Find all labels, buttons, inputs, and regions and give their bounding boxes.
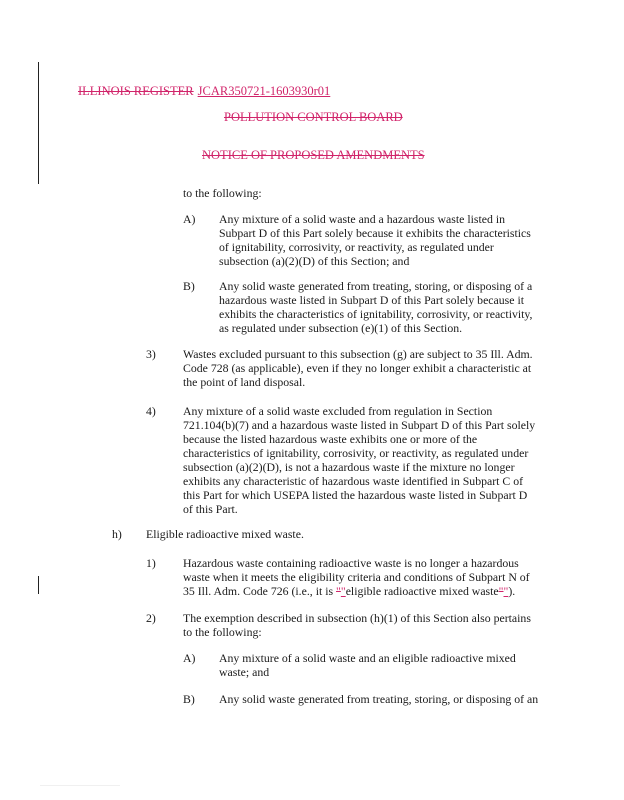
h2A-line-1: Any mixture of a solid waste and an eligible radioactive mixed <box>219 651 516 665</box>
g4-line-8: of this Part. <box>183 502 238 516</box>
h1-label: 1) <box>146 556 156 570</box>
h2A-line-2: waste; and <box>219 665 270 679</box>
g3-label: 3) <box>146 347 156 361</box>
g2A-line-4: subsection (a)(2)(D) of this Section; and <box>219 254 410 268</box>
h1-inserted-quote-2: " <box>503 584 509 598</box>
g2A-line-1: Any mixture of a solid waste and a hazardous waste listed in <box>219 212 505 226</box>
h-label: h) <box>112 527 122 541</box>
g2B-line-4: as regulated under subsection (e)(1) of this Section. <box>219 321 463 335</box>
intro-line: to the following: <box>183 186 262 200</box>
change-bar-middle <box>38 576 39 594</box>
h1-deleted-quote-1: " <box>336 584 341 598</box>
h2B-label: B) <box>183 692 195 706</box>
register-deleted: ILLINOIS REGISTER <box>78 84 194 98</box>
g3-line-2: Code 728 (as applicable), even if they no longer exhibit a characteristic at <box>183 361 532 375</box>
board-heading: POLLUTION CONTROL BOARD <box>224 110 403 124</box>
g4-line-5: subsection (a)(2)(D), is not a hazardous waste if the mixture no longer <box>183 460 515 474</box>
g3-line-3: the point of land disposal. <box>183 375 306 389</box>
h-title: Eligible radioactive mixed waste. <box>146 527 304 541</box>
h1-deleted-quote-2: " <box>498 584 504 598</box>
h1-line-3 <box>183 584 515 598</box>
notice-heading: NOTICE OF PROPOSED AMENDMENTS <box>202 148 425 162</box>
g2B-line-1: Any solid waste generated from treating, storing, or disposing of a <box>219 279 533 293</box>
g3-line-1: Wastes excluded pursuant to this subsection (g) are subject to 35 Ill. Adm. <box>183 347 533 361</box>
g4-label: 4) <box>146 404 156 418</box>
register-inserted: JCAR350721-1603930r01 <box>197 84 331 98</box>
h2A-label: A) <box>183 651 196 665</box>
h2-label: 2) <box>146 611 156 625</box>
g4-line-3: because the listed hazardous waste exhibits one or more of the <box>183 432 478 446</box>
h1-line-1: Hazardous waste containing radioactive waste is no longer a hazardous <box>183 556 519 570</box>
g2B-label: B) <box>183 279 195 293</box>
h1-line-3-part-a: 35 Ill. Adm. Code 726 (i.e., it is <box>183 584 337 598</box>
g2A-line-2: Subpart D of this Part solely because it exhibits the characteristics <box>219 226 531 240</box>
g4-line-7: this Part for which USEPA listed the hazardous waste listed in Subpart D <box>183 488 528 502</box>
g2A-line-3: of ignitability, corrosivity, or reactivity, as regulated under <box>219 240 494 254</box>
h1-inserted-quote-1: " <box>340 584 346 598</box>
h1-line-3-part-c: ). <box>508 584 516 598</box>
h2B-line-1: Any solid waste generated from treating, storing, or disposing of an <box>219 692 539 706</box>
g4-line-1: Any mixture of a solid waste excluded from regulation in Section <box>183 404 493 418</box>
register-header <box>78 84 330 99</box>
g2A-label: A) <box>183 212 196 226</box>
g4-line-2: 721.104(b)(7) and a hazardous waste listed in Subpart D of this Part solely <box>183 418 536 432</box>
change-bar-top <box>38 62 39 184</box>
h2-line-2: to the following: <box>183 625 262 639</box>
h1-line-3-part-b: eligible radioactive mixed waste <box>345 584 499 598</box>
footer-rule <box>40 785 120 786</box>
h2-line-1: The exemption described in subsection (h)(1) of this Section also pertains <box>183 611 531 625</box>
g4-line-4: characteristics of ignitability, corrosivity, or reactivity, as regulated under <box>183 446 529 460</box>
g4-line-6: exhibits any characteristic of hazardous waste identified in Subpart C of <box>183 474 524 488</box>
g2B-line-2: hazardous waste listed in Subpart D of this Part solely because it <box>219 293 525 307</box>
h1-line-2: waste when it meets the eligibility criteria and conditions of Subpart N of <box>183 570 530 584</box>
g2B-line-3: exhibits the characteristics of ignitability, corrosivity, or reactivity, <box>219 307 533 321</box>
